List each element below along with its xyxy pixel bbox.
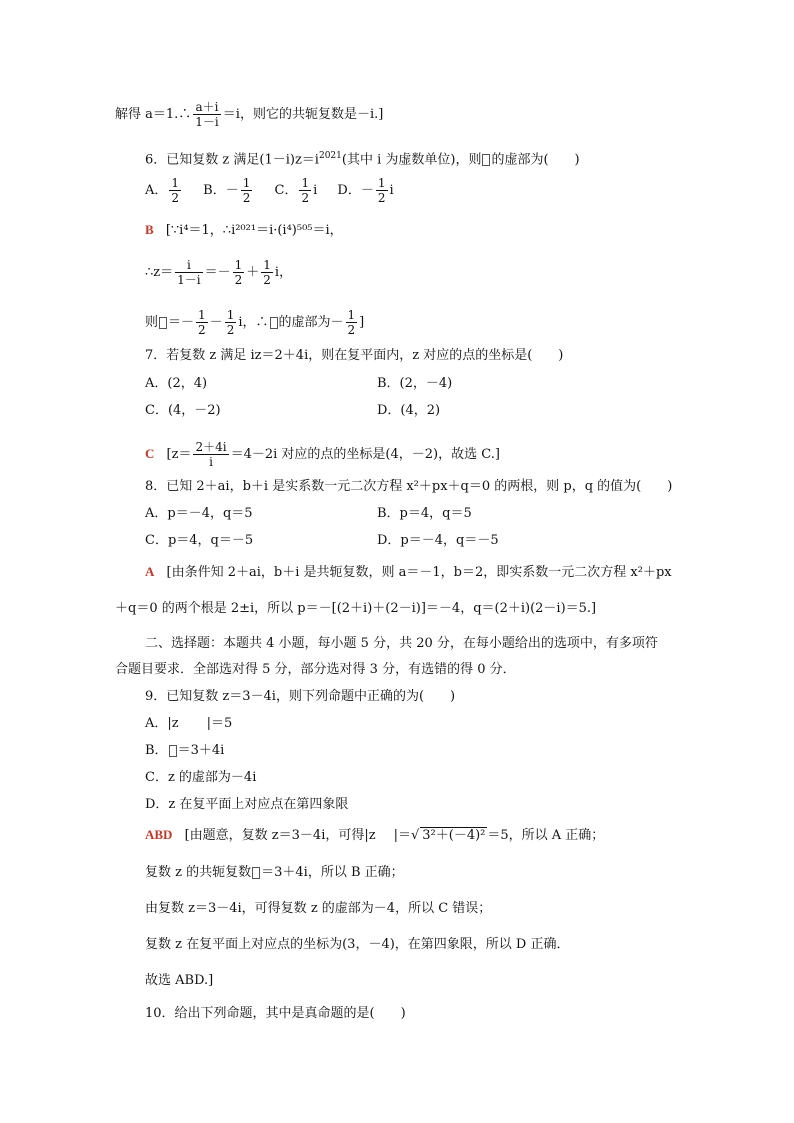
text: ＝5，所以 A 正确；	[487, 828, 605, 843]
text: A．|z	[145, 716, 179, 731]
question-7-stem: 7．若复数 z 满足 iz＝2＋4i，则在复平面内，z 对应的点的坐标是( )	[145, 348, 564, 363]
option-d: D．－	[337, 183, 374, 198]
denominator: 2	[263, 273, 271, 287]
conjugate-z-glyph	[252, 867, 260, 879]
answer-label: C	[145, 446, 155, 461]
denominator: i	[209, 455, 213, 469]
text: ＝－	[204, 265, 231, 280]
option-d: D．p＝－4，q＝－5	[377, 533, 499, 548]
conjugate-z-glyph	[169, 745, 177, 757]
text: 则	[145, 315, 159, 330]
text: |＝5	[206, 716, 233, 731]
conjugate-z-glyph	[159, 317, 167, 329]
text: [z＝	[166, 447, 192, 462]
text: |＝	[393, 828, 411, 843]
text: [∵i⁴＝1，∴i²⁰²¹＝i·(i⁴)⁵⁰⁵＝i，	[165, 223, 343, 238]
question-9-solution-1: ABD [由题意，复数 z＝3－4i，可得|z |＝√ 3²＋(－4)² ＝5，所以 A 正确；	[145, 827, 605, 843]
option-b: B．(2，－4)	[377, 376, 453, 391]
numerator: 1	[301, 176, 310, 190]
option-d: D．z 在复平面上对应点在第四象限	[145, 797, 349, 812]
fraction	[196, 308, 208, 337]
question-8-solution-1	[145, 564, 672, 581]
numerator: 1	[242, 176, 251, 190]
question-9-stem: 9．已知复数 z＝3－4i，则下列命题中正确的为( )	[145, 689, 456, 704]
question-6-solution-2	[145, 258, 292, 287]
option-a	[145, 716, 232, 732]
denominator: 2	[234, 273, 243, 287]
fraction	[261, 258, 273, 287]
fraction	[193, 100, 220, 129]
text: 解得 a＝1.∴	[115, 107, 192, 122]
denominator: 2	[171, 191, 180, 205]
denominator: 2	[226, 323, 235, 337]
numerator: 2＋4i	[195, 440, 227, 454]
denominator: 2	[377, 191, 386, 205]
option-c: C．	[274, 183, 298, 198]
answer-label: ABD	[145, 827, 173, 842]
question-9-solution-5: 故选 ABD.]	[145, 973, 214, 988]
option-c: C．z 的虚部为－4i	[145, 770, 257, 785]
text: B．	[145, 743, 168, 758]
question-10-stem: 10．给出下列命题，其中是真命题的是( )	[145, 1006, 406, 1021]
denominator: 1－i	[195, 115, 219, 129]
option-b: B．－	[203, 183, 239, 198]
text: ＝3＋4i	[177, 743, 225, 758]
question-6-solution-3	[145, 308, 364, 337]
answer-label: B	[145, 222, 154, 237]
question-6-stem	[145, 148, 580, 168]
option-a: A．(2，4)	[145, 376, 208, 391]
option-a: A．p＝－4，q＝5	[145, 506, 253, 521]
square-root: 3²＋(－4)²	[422, 828, 486, 843]
question-8-solution-2: ＋q＝0 的两个根是 2±i，所以 p＝－[(2＋i)＋(2－i)]＝－4，q＝(2＋i)(2－i)＝5.]	[115, 601, 597, 616]
option-a: A．	[145, 183, 168, 198]
section-2-heading-line-2: 合题目要求．全部选对得 5 分，部分选对得 3 分，有选错的得 0 分．	[115, 662, 516, 677]
numerator: i	[175, 258, 202, 273]
question-6-solution-1	[145, 222, 343, 239]
section-2-heading-line-1: 二、选择题：本题共 4 小题，每小题 5 分，共 20 分，在每小题给出的选项中，有多项符	[145, 636, 658, 651]
fraction	[233, 258, 245, 287]
numerator: 1	[347, 308, 356, 322]
text: ＝－	[168, 315, 195, 330]
conjugate-z-glyph	[482, 154, 490, 166]
denominator: 2	[301, 191, 310, 205]
exponent: 2021	[318, 151, 342, 161]
fraction	[241, 176, 253, 205]
text: 的虚部为－	[278, 315, 344, 330]
fraction	[299, 176, 311, 205]
question-9-solution-3: 由复数 z＝3－4i，可得复数 z 的虚部为－4，所以 C 错误；	[145, 901, 492, 916]
fraction	[175, 258, 202, 287]
text: ＝3＋4i，所以 B 正确；	[261, 865, 404, 880]
numerator: 1	[226, 308, 235, 322]
option-c: C．p＝4，q＝－5	[145, 533, 254, 548]
text: i，∴	[238, 315, 269, 330]
text: 复数 z 的共轭复数	[145, 865, 252, 880]
text: (其中 i 为虚数单位)，则	[341, 152, 482, 168]
question-9-solution-2	[145, 865, 404, 881]
numerator: 1	[234, 258, 243, 272]
denominator: 2	[198, 323, 206, 337]
numerator: 1	[198, 308, 206, 322]
text: [由题意，复数 z＝3－4i，可得|z	[184, 828, 376, 843]
question-8-stem: 8．已知 2＋ai，b＋i 是实系数一元二次方程 x²＋px＋q＝0 的两根，则 p，q 的值为( )	[145, 479, 673, 494]
fraction	[376, 176, 388, 205]
answer-label: A	[145, 564, 155, 579]
question-7-solution	[145, 440, 500, 469]
text: i	[389, 183, 394, 198]
text: －	[209, 315, 223, 330]
text: 的虚部为( )	[491, 152, 580, 168]
option-d: D．(4，2)	[377, 403, 441, 418]
fraction	[225, 308, 237, 337]
solution-line-q5	[115, 100, 383, 129]
option-b	[145, 743, 224, 759]
text: ＝4－2i 对应的点的坐标是(4，－2)，故选 C.]	[230, 447, 500, 462]
denominator: 2	[242, 191, 251, 205]
question-9-solution-4: 复数 z 在复平面上对应点的坐标为(3，－4)，在第四象限，所以 D 正确．	[145, 937, 570, 952]
option-b: B．p＝4，q＝5	[377, 506, 472, 521]
question-6-options	[145, 176, 394, 205]
text: i，	[274, 265, 293, 280]
text: ]	[359, 315, 365, 330]
text: i	[313, 183, 318, 198]
option-c: C．(4，－2)	[145, 403, 221, 418]
numerator: 1	[263, 258, 271, 272]
denominator: 2	[347, 323, 356, 337]
text: ∴z＝	[145, 265, 174, 280]
text: ＋	[246, 265, 260, 280]
denominator: 1－i	[177, 273, 201, 287]
text: ＝i，则它的共轭复数是－i.]	[222, 107, 384, 122]
fraction	[346, 308, 358, 337]
numerator: 1	[377, 176, 386, 190]
conjugate-z-glyph	[270, 317, 278, 329]
numerator: 1	[171, 176, 180, 190]
fraction	[169, 176, 181, 205]
numerator: a＋i	[193, 100, 220, 115]
text: 6．已知复数 z 满足(1－i)z＝i	[145, 152, 319, 168]
fraction	[193, 440, 228, 469]
text: [由条件知 2＋ai，b＋i 是共轭复数，则 a＝－1，b＝2，即实系数一元二次方程 x²＋px	[166, 565, 672, 580]
